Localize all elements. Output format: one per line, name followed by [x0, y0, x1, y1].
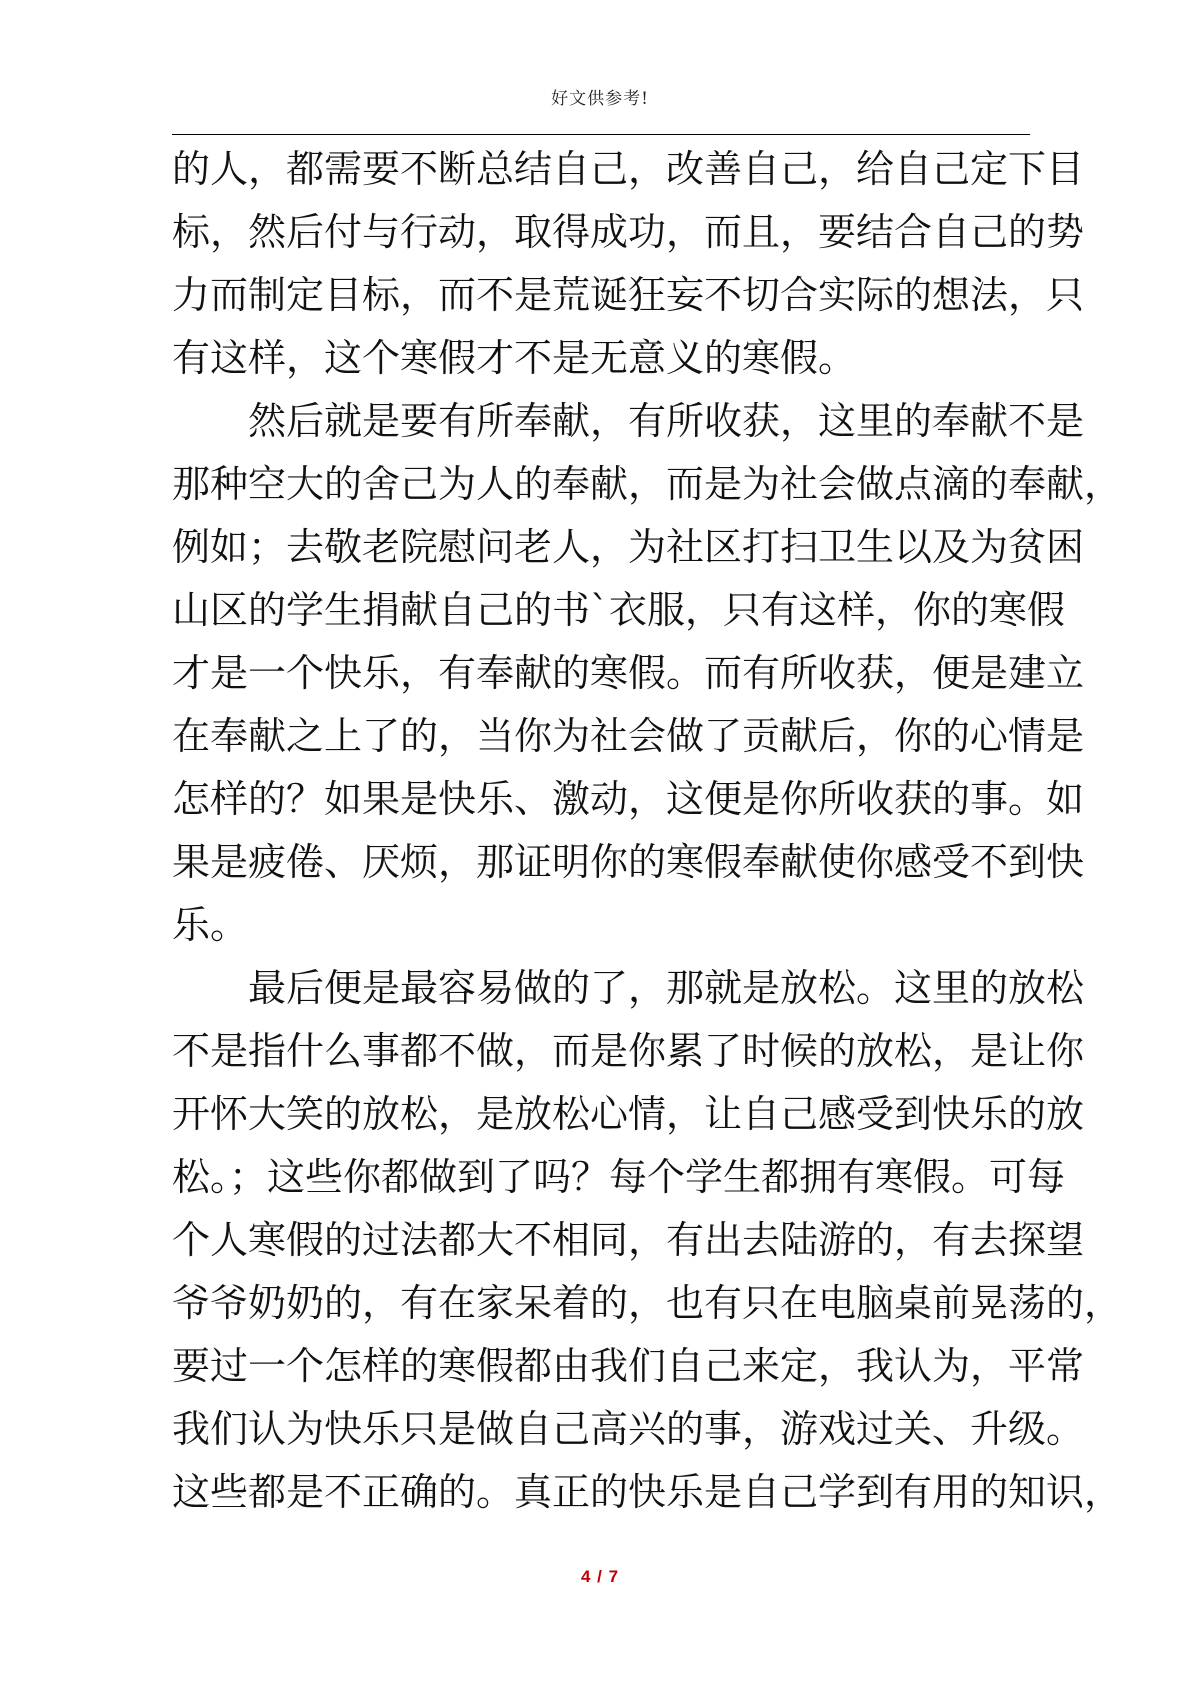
- text-line: 爷爷奶奶的，有在家呆着的，也有只在电脑桌前晃荡的，: [172, 1281, 1123, 1325]
- text-line: 个人寒假的过法都大不相同，有出去陆游的，有去探望: [172, 1218, 1085, 1262]
- text-line: 怎样的？如果是快乐、激动，这便是你所收获的事。如: [172, 777, 1085, 821]
- text-line: 在奉献之上了的，当你为社会做了贡献后，你的心情是: [172, 714, 1085, 758]
- text-line: 乐。: [172, 903, 249, 947]
- header-divider: [172, 134, 1030, 135]
- text-line: 例如；去敬老院慰问老人，为社区打扫卫生以及为贫困: [172, 525, 1085, 569]
- text-line: 不是指什么事都不做，而是你累了时候的放松，是让你: [172, 1029, 1085, 1073]
- page-number: 4 / 7: [580, 1567, 620, 1586]
- text-line: 要过一个怎样的寒假都由我们自己来定，我认为，平常: [172, 1344, 1085, 1388]
- page-header: 好文供参考!: [551, 89, 649, 109]
- text-line: 开怀大笑的放松，是放松心情，让自己感受到快乐的放: [172, 1092, 1085, 1136]
- text-line: 最后便是最容易做的了，那就是放松。这里的放松: [248, 966, 1085, 1010]
- paragraph: [172, 390, 1123, 957]
- text-line: 我们认为快乐只是做自己高兴的事，游戏过关、升级。: [172, 1407, 1085, 1451]
- text-line: 松。；这些你都做到了吗？每个学生都拥有寒假。可每: [172, 1155, 1066, 1199]
- text-line: 力而制定目标，而不是荒诞狂妄不切合实际的想法，只: [172, 273, 1085, 317]
- text-line: 这些都是不正确的。真正的快乐是自己学到有用的知识，: [172, 1470, 1123, 1514]
- paragraph: [172, 957, 1123, 1524]
- text-line: 才是一个快乐，有奉献的寒假。而有所收获，便是建立: [172, 651, 1085, 695]
- text-line: 山区的学生捐献自己的书`衣服，只有这样，你的寒假: [172, 588, 1066, 632]
- document-body: [172, 138, 1123, 1524]
- paragraph: [172, 138, 1085, 390]
- text-line: 的人，都需要不断总结自己，改善自己，给自己定下目: [172, 147, 1085, 191]
- text-line: 果是疲倦、厌烦，那证明你的寒假奉献使你感受不到快: [172, 840, 1085, 884]
- text-line: 标，然后付与行动，取得成功，而且，要结合自己的势: [172, 210, 1085, 254]
- text-line: 有这样，这个寒假才不是无意义的寒假。: [172, 336, 857, 380]
- text-line: 那种空大的舍己为人的奉献，而是为社会做点滴的奉献，: [172, 462, 1123, 506]
- text-line: 然后就是要有所奉献，有所收获，这里的奉献不是: [248, 399, 1085, 443]
